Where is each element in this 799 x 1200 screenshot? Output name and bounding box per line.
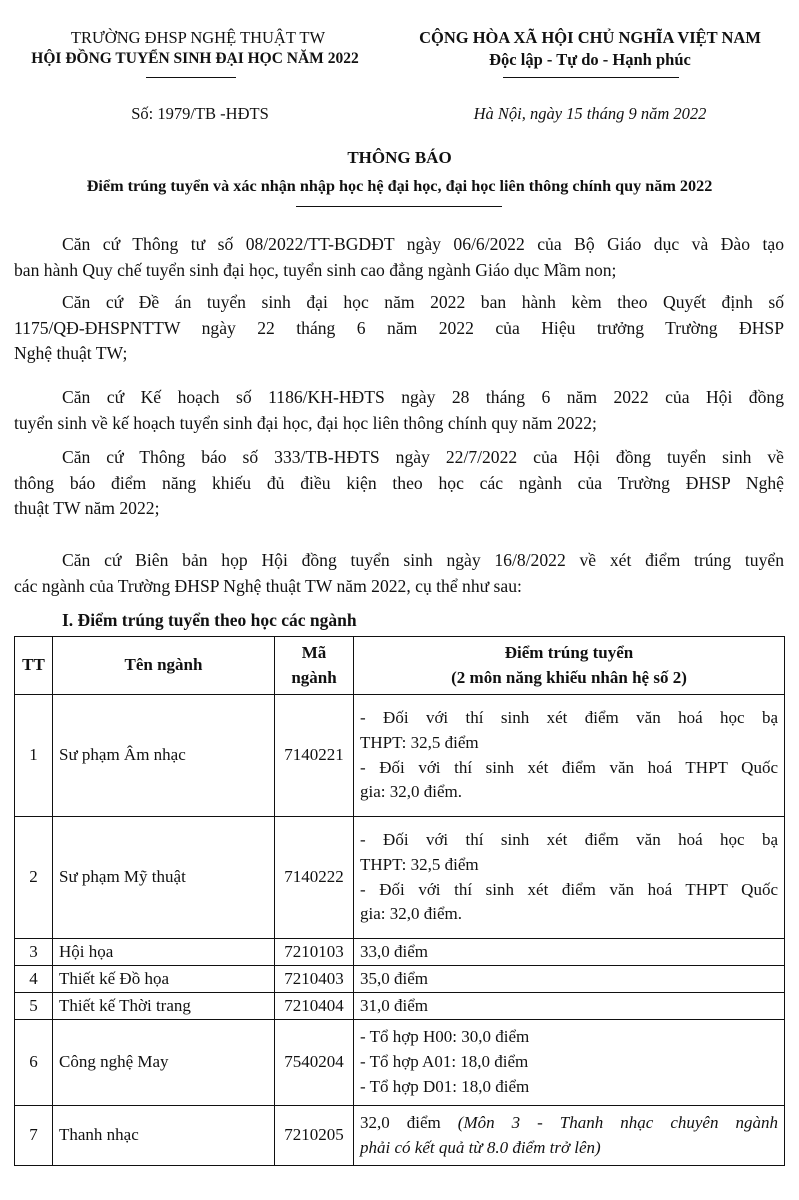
paragraph-line: Căn cứ Kế hoạch số 1186/KH-HĐTS ngày 28 tháng 6 năm 2022 của Hội đồng bbox=[62, 387, 784, 407]
table-header-row bbox=[15, 637, 785, 695]
paragraph-line: Căn cứ Biên bản họp Hội đồng tuyển sinh ngày 16/8/2022 về xét điểm trúng tuyển bbox=[62, 550, 784, 570]
row-code: 7140221 bbox=[275, 695, 354, 817]
row-tt: 2 bbox=[15, 817, 53, 939]
paragraph-5 bbox=[14, 548, 784, 599]
paragraph-line: Nghệ thuật TW; bbox=[14, 343, 128, 363]
row-code: 7140222 bbox=[275, 817, 354, 939]
council-name: HỘI ĐỒNG TUYỂN SINH ĐẠI HỌC NĂM 2022 bbox=[31, 50, 359, 67]
score-line: THPT: 32,5 điểm bbox=[360, 854, 479, 874]
table-row bbox=[15, 1020, 785, 1106]
table-row bbox=[15, 939, 785, 966]
row-score: 31,0 điểm bbox=[354, 993, 785, 1020]
doc-number: Số: 1979/TB -HĐTS bbox=[131, 104, 269, 123]
paragraph-line: thuật TW năm 2022; bbox=[14, 498, 160, 518]
score-line: gia: 32,0 điểm. bbox=[360, 904, 462, 924]
row-score bbox=[354, 1020, 785, 1106]
section-heading: I. Điểm trúng tuyển theo học các ngành bbox=[62, 610, 357, 630]
row-name: Sư phạm Âm nhạc bbox=[53, 695, 275, 817]
motto-underline bbox=[503, 77, 679, 78]
score-line: gia: 32,0 điểm. bbox=[360, 782, 462, 802]
place-date: Hà Nội, ngày 15 tháng 9 năm 2022 bbox=[473, 104, 707, 123]
motto: Độc lập - Tự do - Hạnh phúc bbox=[489, 50, 691, 69]
col-header-code-line1: Mã bbox=[301, 642, 327, 662]
row-tt: 7 bbox=[15, 1106, 53, 1166]
score-line: - Đối với thí sinh xét điểm văn hoá học bạ bbox=[360, 829, 778, 849]
paragraph-4 bbox=[14, 445, 784, 522]
row-name: Thanh nhạc bbox=[53, 1106, 275, 1166]
paragraph-line: các ngành của Trường ĐHSP Nghệ thuật TW năm 2022, cụ thể như sau: bbox=[14, 575, 522, 596]
row-name: Thiết kế Đồ họa bbox=[53, 966, 275, 993]
row-code: 7540204 bbox=[275, 1020, 354, 1106]
row-score bbox=[354, 695, 785, 817]
score-line: - Đối với thí sinh xét điểm văn hoá học bạ bbox=[360, 707, 778, 727]
country-name: CỘNG HÒA XÃ HỘI CHỦ NGHĨA VIỆT NAM bbox=[419, 28, 761, 47]
row-code: 7210404 bbox=[275, 993, 354, 1020]
header-left-underline bbox=[146, 77, 236, 78]
row-code: 7210403 bbox=[275, 966, 354, 993]
score-line: - Đối với thí sinh xét điểm văn hoá THPT Quốc bbox=[360, 879, 778, 899]
paragraph-3 bbox=[14, 385, 784, 436]
row-tt: 3 bbox=[15, 939, 53, 966]
paragraph-line: Căn cứ Thông báo số 333/TB-HĐTS ngày 22/7/2022 của Hội đồng tuyển sinh về bbox=[62, 447, 784, 467]
col-header-code-line2: ngành bbox=[291, 667, 337, 687]
title-underline bbox=[296, 206, 502, 207]
row-tt: 4 bbox=[15, 966, 53, 993]
score-line: - Tổ hợp A01: 18,0 điểm bbox=[360, 1052, 529, 1072]
score-line: - Đối với thí sinh xét điểm văn hoá THPT Quốc bbox=[360, 757, 778, 777]
score-line: - Tổ hợp D01: 18,0 điểm bbox=[360, 1076, 530, 1096]
row-code: 7210205 bbox=[275, 1106, 354, 1166]
paragraph-line: Căn cứ Đề án tuyển sinh đại học năm 2022 ban hành kèm theo Quyết định số bbox=[62, 292, 784, 312]
paragraph-1 bbox=[14, 232, 784, 283]
row-tt: 5 bbox=[15, 993, 53, 1020]
paragraph-line: thông báo điểm năng khiếu đủ điều kiện theo học các ngành của Trường ĐHSP Nghệ bbox=[14, 472, 784, 493]
score-value: 32,0 điểm bbox=[360, 1112, 441, 1132]
table-row bbox=[15, 993, 785, 1020]
score-line: THPT: 32,5 điểm bbox=[360, 732, 479, 752]
score-note-line: phải có kết quả từ 8.0 điểm trở lên) bbox=[360, 1137, 601, 1157]
col-header-tt: TT bbox=[15, 637, 53, 695]
row-score bbox=[354, 817, 785, 939]
row-score: 35,0 điểm bbox=[354, 966, 785, 993]
row-tt: 1 bbox=[15, 695, 53, 817]
score-note: (Môn 3 - Thanh nhạc chuyên ngành bbox=[457, 1112, 778, 1132]
notice-title: THÔNG BÁO bbox=[347, 148, 452, 167]
score-line: - Tổ hợp H00: 30,0 điểm bbox=[360, 1027, 530, 1047]
table-row bbox=[15, 1106, 785, 1166]
row-name: Hội họa bbox=[53, 939, 275, 966]
col-header-score-line2: (2 môn năng khiếu nhân hệ số 2) bbox=[451, 667, 687, 687]
row-name: Thiết kế Thời trang bbox=[53, 993, 275, 1020]
paragraph-2 bbox=[14, 290, 784, 367]
col-header-name: Tên ngành bbox=[53, 637, 275, 695]
col-header-score-line1: Điểm trúng tuyển bbox=[504, 642, 634, 662]
row-name: Sư phạm Mỹ thuật bbox=[53, 817, 275, 939]
paragraph-line: tuyển sinh về kế hoạch tuyển sinh đại học, đại học liên thông chính quy năm 2022; bbox=[14, 412, 597, 433]
paragraph-line: Căn cứ Thông tư số 08/2022/TT-BGDĐT ngày 06/6/2022 của Bộ Giáo dục và Đào tạo bbox=[62, 234, 784, 254]
row-score bbox=[354, 1106, 785, 1166]
row-score: 33,0 điểm bbox=[354, 939, 785, 966]
col-header-score bbox=[354, 637, 785, 695]
row-code: 7210103 bbox=[275, 939, 354, 966]
table-row bbox=[15, 817, 785, 939]
table-row bbox=[15, 966, 785, 993]
notice-subtitle: Điểm trúng tuyển và xác nhận nhập học hệ đại học, đại học liên thông chính quy năm 2022 bbox=[86, 177, 713, 195]
paragraph-line: 1175/QĐ-ĐHSPNTTW ngày 22 tháng 6 năm 2022 của Hiệu trưởng Trường ĐHSP bbox=[14, 317, 784, 338]
row-tt: 6 bbox=[15, 1020, 53, 1106]
row-name: Công nghệ May bbox=[53, 1020, 275, 1106]
admission-score-table bbox=[14, 636, 785, 1166]
score-line bbox=[360, 1111, 778, 1136]
school-name: TRƯỜNG ĐHSP NGHỆ THUẬT TW bbox=[70, 28, 326, 47]
paragraph-line: ban hành Quy chế tuyển sinh đại học, tuyển sinh cao đẳng ngành Giáo dục Mầm non; bbox=[14, 259, 617, 280]
col-header-code bbox=[275, 637, 354, 695]
table-row bbox=[15, 695, 785, 817]
